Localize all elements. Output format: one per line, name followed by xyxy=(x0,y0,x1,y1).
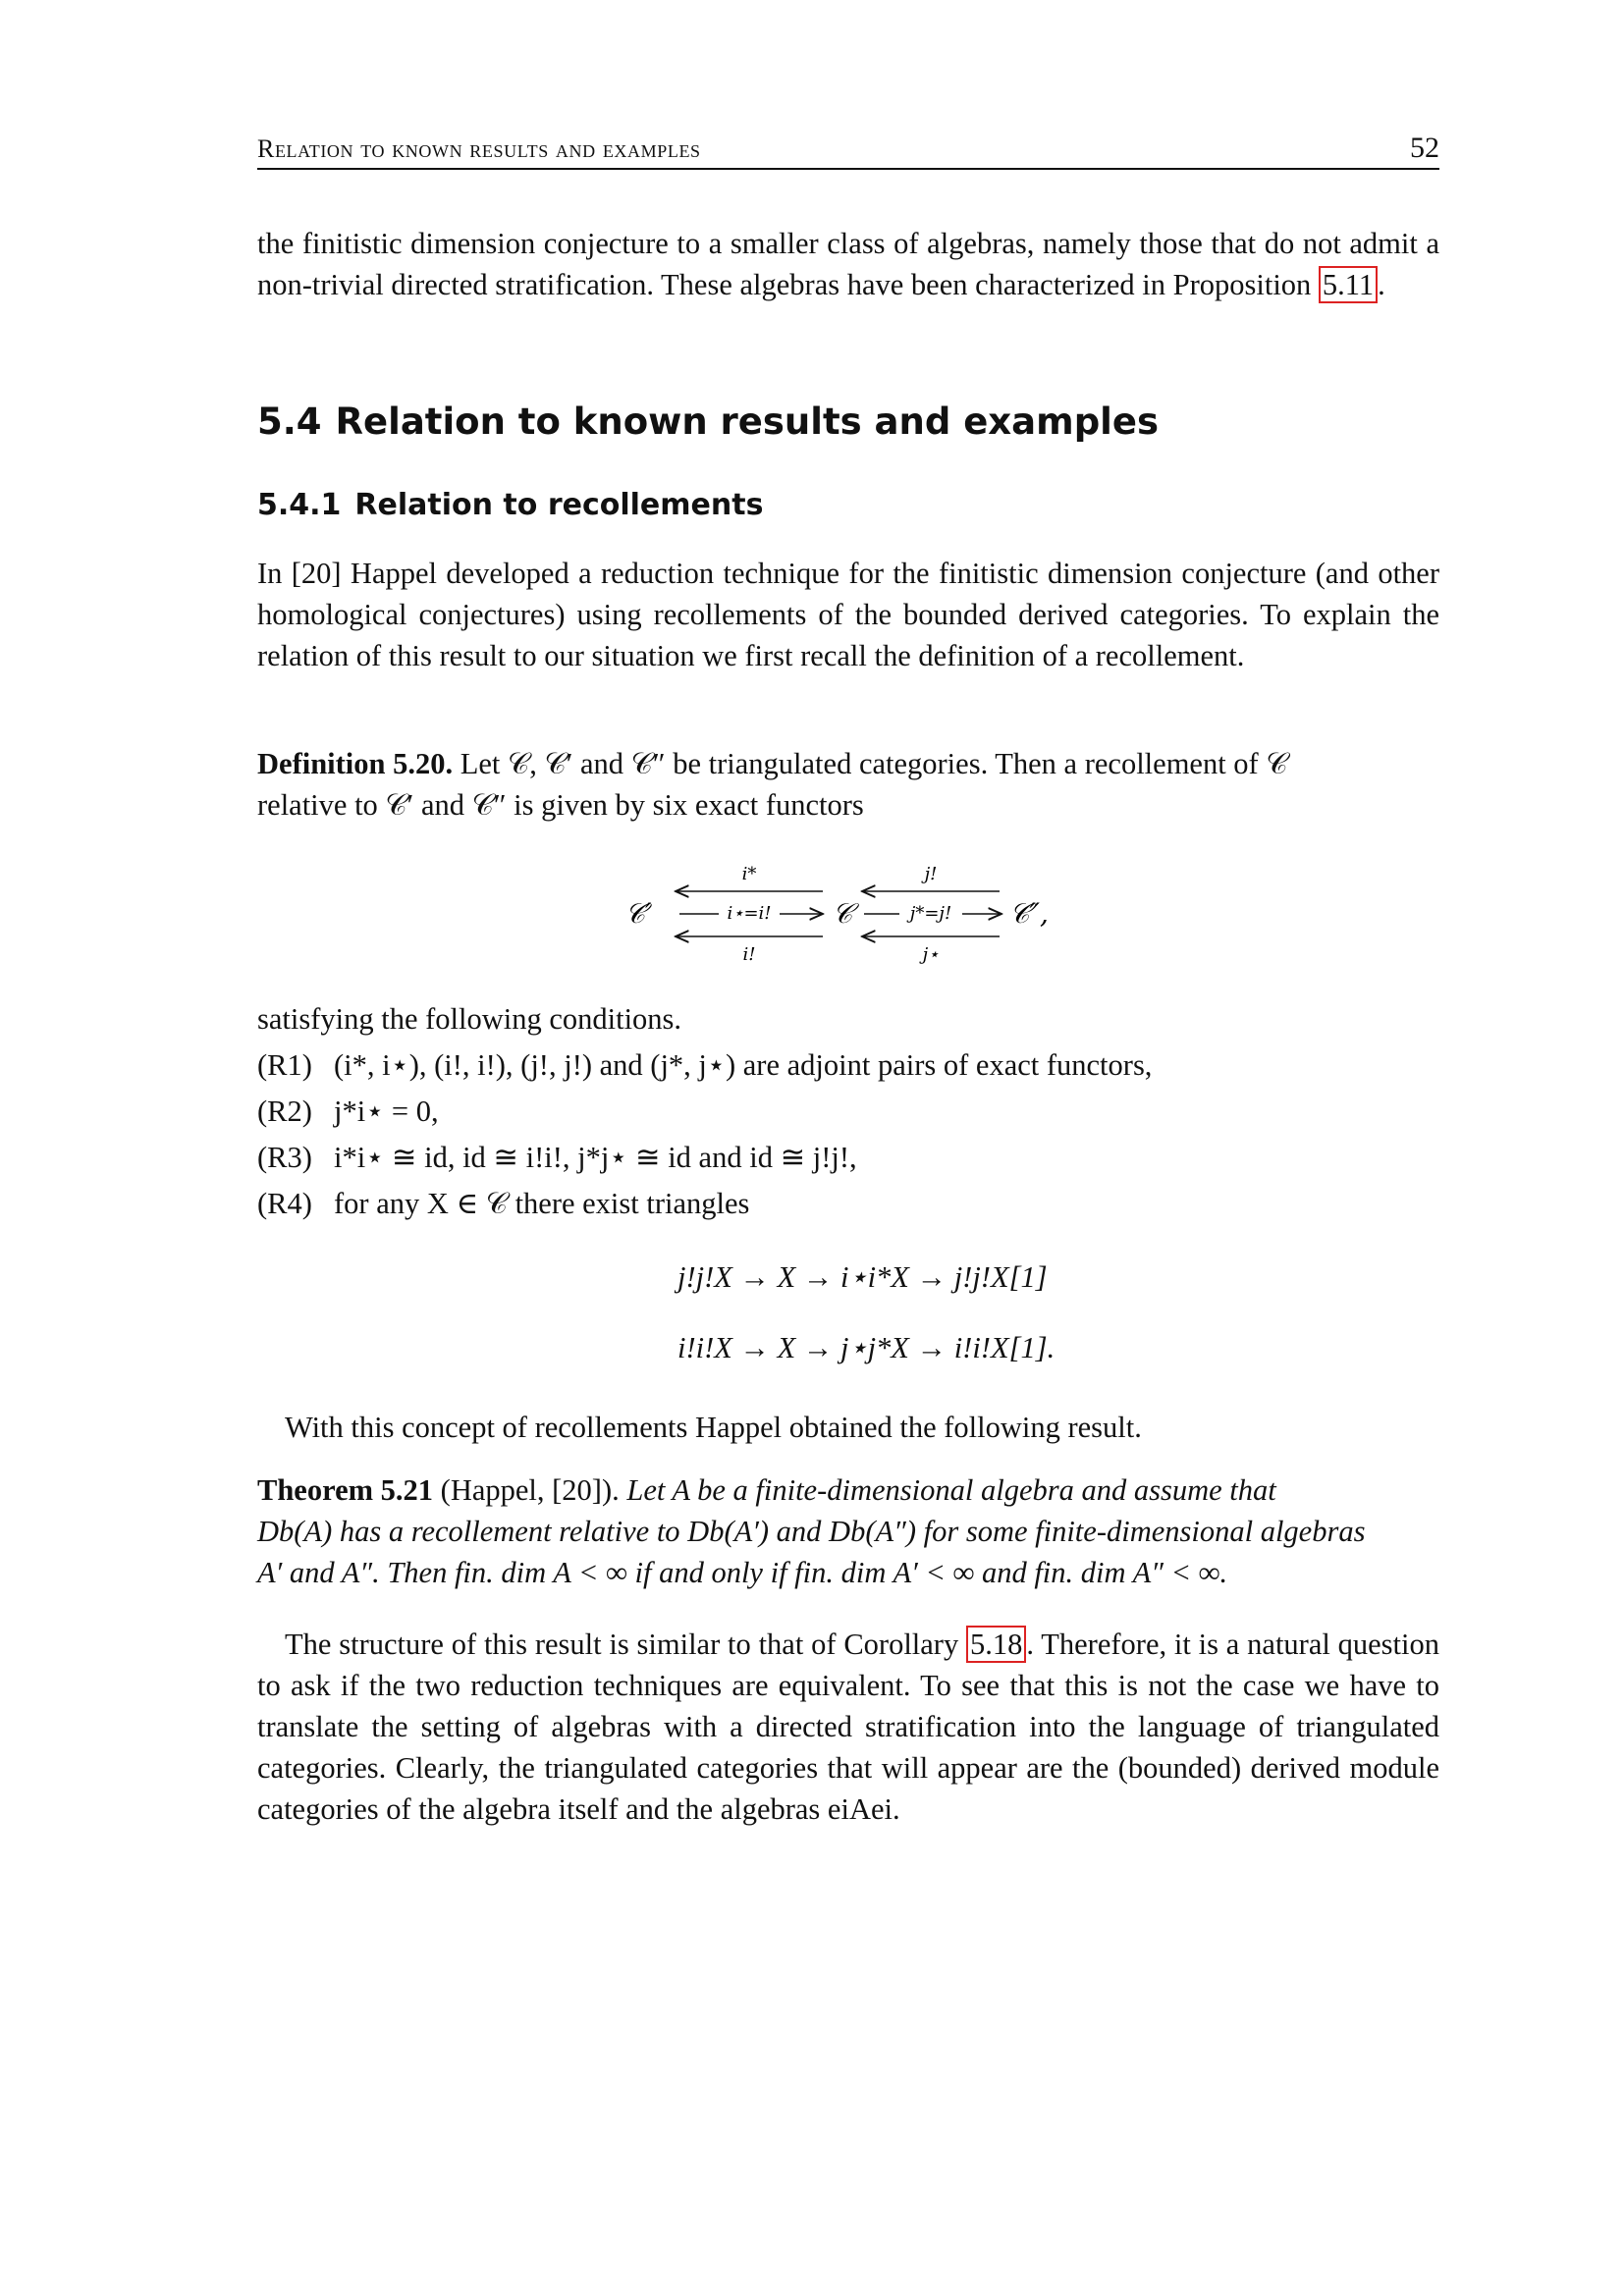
label-i-star: i* xyxy=(741,864,757,884)
definition-line-1: Let 𝒞, 𝒞′ and 𝒞″ be triangulated categories. Then a recollement of 𝒞 xyxy=(460,747,1288,780)
label-i-lower: i⋆=i! xyxy=(727,903,772,924)
condition-r2 xyxy=(257,1091,439,1132)
theorem-line-2: Db(A) has a recollement relative to Db(A′) and Db(A″) for some finite-dimensional algebras xyxy=(257,1515,1366,1548)
page-number: 52 xyxy=(1410,132,1439,164)
theorem-line-1: Let A be a finite-dimensional algebra and assume that xyxy=(626,1473,1276,1507)
condition-label: (R1) xyxy=(257,1048,312,1082)
paragraph-recollement-intro: In [20] Happel developed a reduction technique for the finitistic dimension conjecture (and other homological conjectures) using recollements of the bounded derived categories. To explain the relation of this result to our situation we first recall the definition of a recollement. xyxy=(257,557,1439,672)
recollement-diagram xyxy=(609,852,1080,970)
triangle-equation-1: j!j!X → X → i⋆i*X → j!j!X[1] xyxy=(677,1260,1048,1294)
condition-label: (R4) xyxy=(257,1187,312,1220)
comparison-rest: . Therefore, it is a natural question to ask if the two reduction techniques are equivalent. To see that this is not the case we have to translate the setting of algebras with a directed stratification into the language of triangulated categories. Clearly, the triangulated categories that will appear are the (bounded) derived module categories of the algebra itself and the algebras eiAei. xyxy=(257,1628,1439,1826)
condition-r1 xyxy=(257,1044,1152,1086)
theorem-5-21 xyxy=(257,1469,1439,1593)
condition-label: (R2) xyxy=(257,1095,312,1128)
condition-label: (R3) xyxy=(257,1141,312,1174)
section-heading xyxy=(257,400,1159,443)
category-c-prime: 𝒞′ xyxy=(624,897,652,930)
definition-label: Definition 5.20. xyxy=(257,747,454,780)
label-j-lower: j⋆ xyxy=(922,944,940,965)
subsection-number: 5.4.1 xyxy=(257,488,342,522)
condition-text: (i*, i⋆), (i!, i!), (j!, j!) and (j*, j⋆) are adjoint pairs of exact functors, xyxy=(334,1048,1153,1082)
subsection-title: Relation to recollements xyxy=(354,488,764,522)
paragraph-comparison xyxy=(257,1624,1439,1830)
label-j-shriek: j! xyxy=(924,864,938,884)
conditions-intro: satisfying the following conditions. xyxy=(257,1002,682,1036)
label-i-shriek: i! xyxy=(742,944,756,965)
intro-paragraph xyxy=(257,223,1439,305)
condition-text: i*i⋆ ≅ id, id ≅ i!i!, j*j⋆ ≅ id and id ≅ j!j!, xyxy=(334,1141,857,1174)
theorem-label: Theorem 5.21 xyxy=(257,1473,434,1507)
running-title: Relation to known results and examples xyxy=(257,134,701,163)
intro-end: . xyxy=(1378,268,1385,301)
condition-text: j*i⋆ = 0, xyxy=(334,1095,439,1128)
section-title: Relation to known results and examples xyxy=(335,400,1159,443)
intro-text: the finitistic dimension conjecture to a smaller class of algebras, namely those that do not admit a non-trivial directed stratification. These algebras have been characterized in Proposition xyxy=(257,227,1439,301)
category-c-double-prime: 𝒞″, xyxy=(1009,897,1049,930)
header-rule xyxy=(257,168,1439,170)
comparison-text: The structure of this result is similar to that of Corollary xyxy=(285,1628,967,1661)
corollary-link[interactable]: 5.18 xyxy=(966,1626,1026,1663)
triangle-equation-2: i!i!X → X → j⋆j*X → i!i!X[1]. xyxy=(677,1331,1056,1364)
paragraph-happel-result: With this concept of recollements Happel obtained the following result. xyxy=(285,1411,1142,1444)
condition-text: for any X ∈ 𝒞 there exist triangles xyxy=(334,1187,750,1220)
section-number: 5.4 xyxy=(257,400,322,443)
definition-line-2: relative to 𝒞′ and 𝒞″ is given by six exact functors xyxy=(257,788,864,822)
running-head xyxy=(257,132,1439,165)
proposition-link[interactable]: 5.11 xyxy=(1319,266,1378,303)
label-j-star: j*=j! xyxy=(909,903,952,924)
condition-r4 xyxy=(257,1183,749,1224)
category-c: 𝒞 xyxy=(832,897,853,930)
theorem-line-3: A′ and A″. Then fin. dim A < ∞ if and only if fin. dim A′ < ∞ and fin. dim A″ < ∞. xyxy=(257,1556,1228,1589)
definition-5-20 xyxy=(257,743,1439,826)
condition-r3 xyxy=(257,1137,857,1178)
subsection-heading xyxy=(257,488,763,522)
theorem-attribution: (Happel, [20]). xyxy=(440,1473,620,1507)
